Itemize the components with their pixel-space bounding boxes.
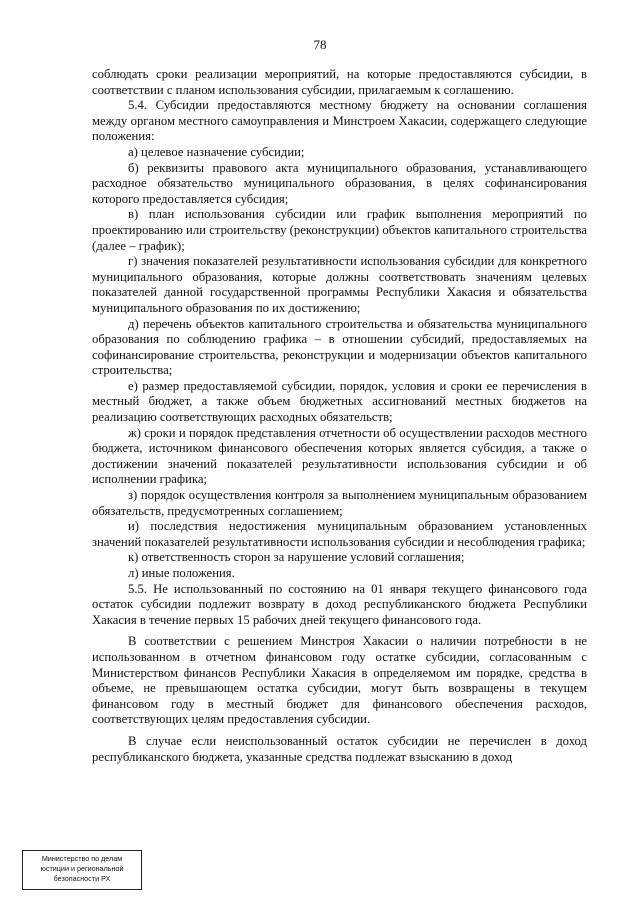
stamp-line: юстиции и региональной <box>40 864 124 873</box>
list-item-zh: ж) сроки и порядок представления отчетности об осуществлении расходов местного бюджета, источником финансового обеспечения которых является субсидия, а также о достижении значений показателей результативности использования субсидии и об исполнении графика; <box>92 425 587 487</box>
stamp-line: Министерство по делам <box>41 854 123 863</box>
list-item-z: з) порядок осуществления контроля за выполнением муниципальным образованием обязательств, предусмотренных соглашением; <box>92 488 587 518</box>
page-number: 78 <box>313 37 327 52</box>
list-item-i: и) последствия недостижения муниципальным образованием установленных значений показателей результативности использования субсидии и несоблюдения графика; <box>92 519 587 549</box>
list-item-v: в) план использования субсидии или график выполнения мероприятий по проектированию или строительству (реконструкции) объектов капитального строительства (далее – график); <box>92 207 587 253</box>
list-item-b: б) реквизиты правового акта муниципального образования, устанавливающего расходное обязательство муниципального образования, в целях софинансирования которого предоставляется субсидия; <box>92 160 587 206</box>
paragraph-decision: В соответствии с решением Минстроя Хакасии о наличии потребности в не использованном в отчетном финансовом году остатке субсидии, согласованным с Министерством финансов Республики Хакасия в определяемом им порядке, средства в объеме, не превышающем остатка субсидии, могут быть возвращены в текущем финансовом году в местный бюджет для финансового обеспечения расходов, соответствующих целям предоставления субсидии. <box>92 634 587 727</box>
list-item-k: к) ответственность сторон за нарушение условий соглашения; <box>128 550 465 565</box>
paragraph-recovery: В случае если неиспользованный остаток субсидии не перечислен в доход республиканского бюджета, указанные средства подлежат взысканию в доход <box>92 733 587 764</box>
list-item-e: е) размер предоставляемой субсидии, порядок, условия и сроки ее перечисления в местный бюджет, а также объем бюджетных ассигнований местных бюджетов на реализацию соответствующих расходных обязательств; <box>92 378 587 425</box>
list-item-l: л) иные положения. <box>128 566 235 580</box>
document-body <box>92 67 587 765</box>
list-item-g: г) значения показателей результативности использования субсидии для конкретного муниципального образования, которые должны соответствовать значениям целевых показателей данной государственной программы Республики Хакасия и обязательства муниципального образования по их достижению; <box>92 254 587 315</box>
paragraph-continuation: соблюдать сроки реализации мероприятий, на которые предоставляются субсидии, в соответствии с планом использования субсидии, прилагаемым к соглашению. <box>92 67 587 97</box>
paragraph-5-4: 5.4. Субсидии предоставляются местному бюджету на основании соглашения между органом местного самоуправления и Минстроем Хакасии, содержащего следующие положения: <box>92 98 587 144</box>
ministry-stamp <box>22 850 142 890</box>
list-item-a: а) целевое назначение субсидии; <box>128 144 305 159</box>
stamp-line: безопасности РХ <box>53 874 111 883</box>
list-item-d: д) перечень объектов капитального строительства и обязательства муниципального образования по соблюдению графика – в отношении субсидий, предоставляемых на софинансирование строительства, реконструкции и модернизации объектов капитального строительства; <box>92 316 587 378</box>
paragraph-5-5: 5.5. Не использованный по состоянию на 01 января текущего финансового года остаток субсидии подлежит возврату в доход республиканского бюджета Республики Хакасия в течение первых 15 рабочих дней текущего финансового года. <box>92 581 587 627</box>
